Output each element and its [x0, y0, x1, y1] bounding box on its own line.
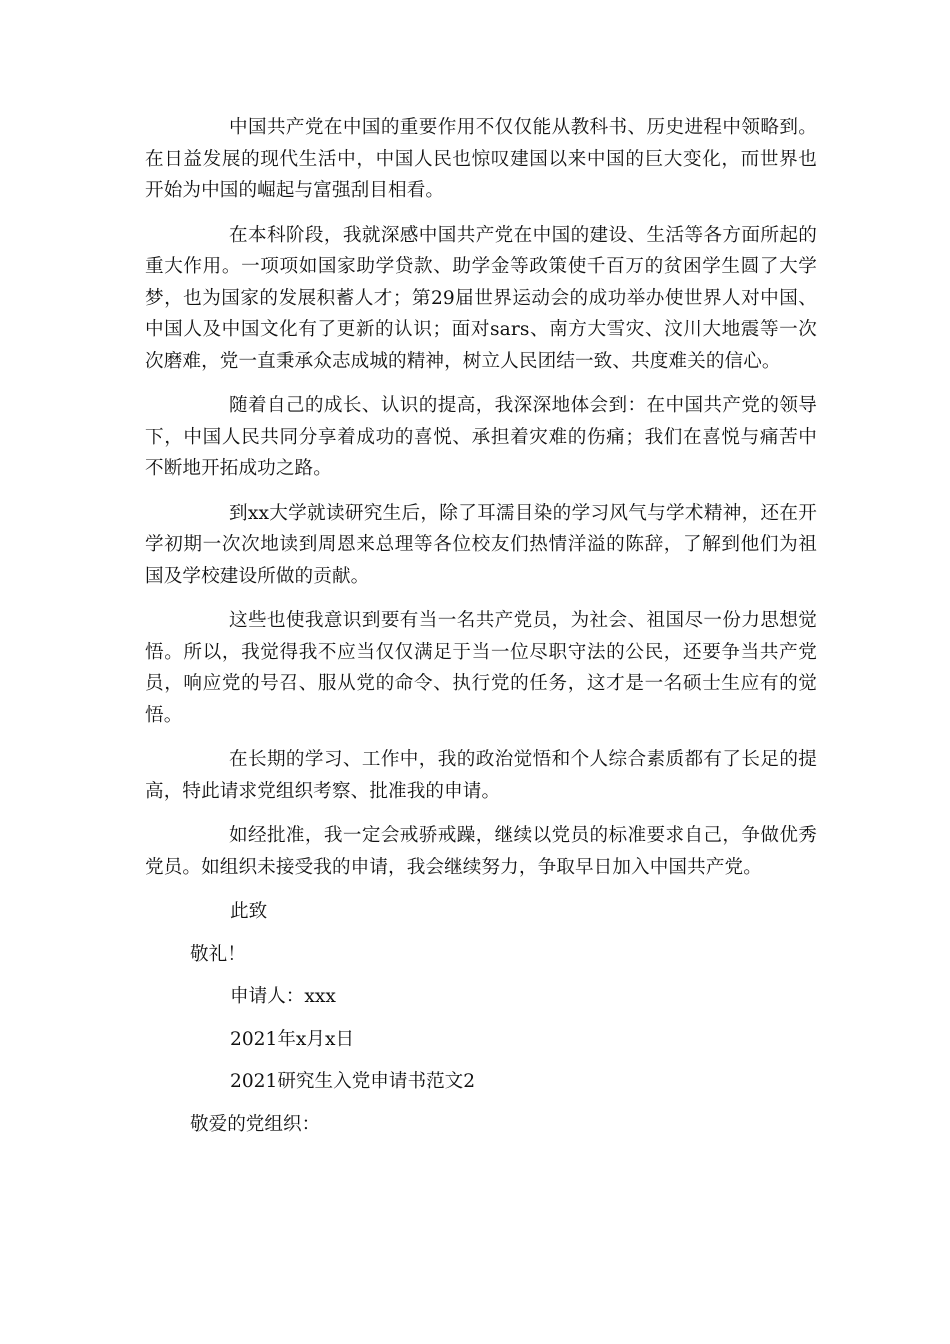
- paragraph-4: 到xx大学就读研究生后，除了耳濡目染的学习风气与学术精神，还在开学初期一次次地读到周恩来总理等各位校友们热情洋溢的陈辞，了解到他们为祖国及学校建设所做的贡献。: [145, 502, 817, 587]
- document-body: [145, 112, 817, 1151]
- paragraph-5: 这些也使我意识到要有当一名共产党员，为社会、祖国尽一份力思想觉悟。所以，我觉得我不应当仅仅满足于当一位尽职守法的公民，还要争当共产党员，响应党的号召、服从党的命令、执行党的任务，这才是一名硕士生应有的觉悟。: [145, 610, 817, 726]
- paragraph-2: 在本科阶段，我就深感中国共产党在中国的建设、生活等各方面所起的重大作用。一项项如国家助学贷款、助学金等政策使千百万的贫困学生圆了大学梦，也为国家的发展积蓄人才；第29届世界运动会的成功举办使世界人对中国、中国人及中国文化有了更新的认识；面对sars、南方大雪灾、汶川大地震等一次次磨难，党一直秉承众志成城的精神，树立人民团结一致、共度难关的信心。: [145, 224, 817, 372]
- closing-line: 此致: [230, 901, 268, 922]
- salute-line: 敬礼！: [190, 943, 246, 965]
- paragraph-1: 中国共产党在中国的重要作用不仅仅能从教科书、历史进程中领略到。在日益发展的现代生活中，中国人民也惊叹建国以来中国的巨大变化，而世界也开始为中国的崛起与富强刮目相看。: [145, 117, 817, 201]
- next-document-greeting: 敬爱的党组织：: [190, 1113, 321, 1135]
- applicant-line: 申请人：xxx: [230, 986, 336, 1007]
- paragraph-6: 在长期的学习、工作中，我的政治觉悟和个人综合素质都有了长足的提高，特此请求党组织考察、批准我的申请。: [145, 749, 817, 802]
- next-document-title: 2021研究生入党申请书范文2: [230, 1071, 476, 1092]
- paragraph-7: 如经批准，我一定会戒骄戒躁，继续以党员的标准要求自己，争做优秀党员。如组织未接受我的申请，我会继续努力，争取早日加入中国共产党。: [145, 825, 817, 878]
- date-line: 2021年x月x日: [230, 1028, 355, 1050]
- paragraph-3: 随着自己的成长、认识的提高，我深深地体会到：在中国共产党的领导下，中国人民共同分享着成功的喜悦、承担着灾难的伤痛；我们在喜悦与痛苦中不断地开拓成功之路。: [145, 395, 817, 479]
